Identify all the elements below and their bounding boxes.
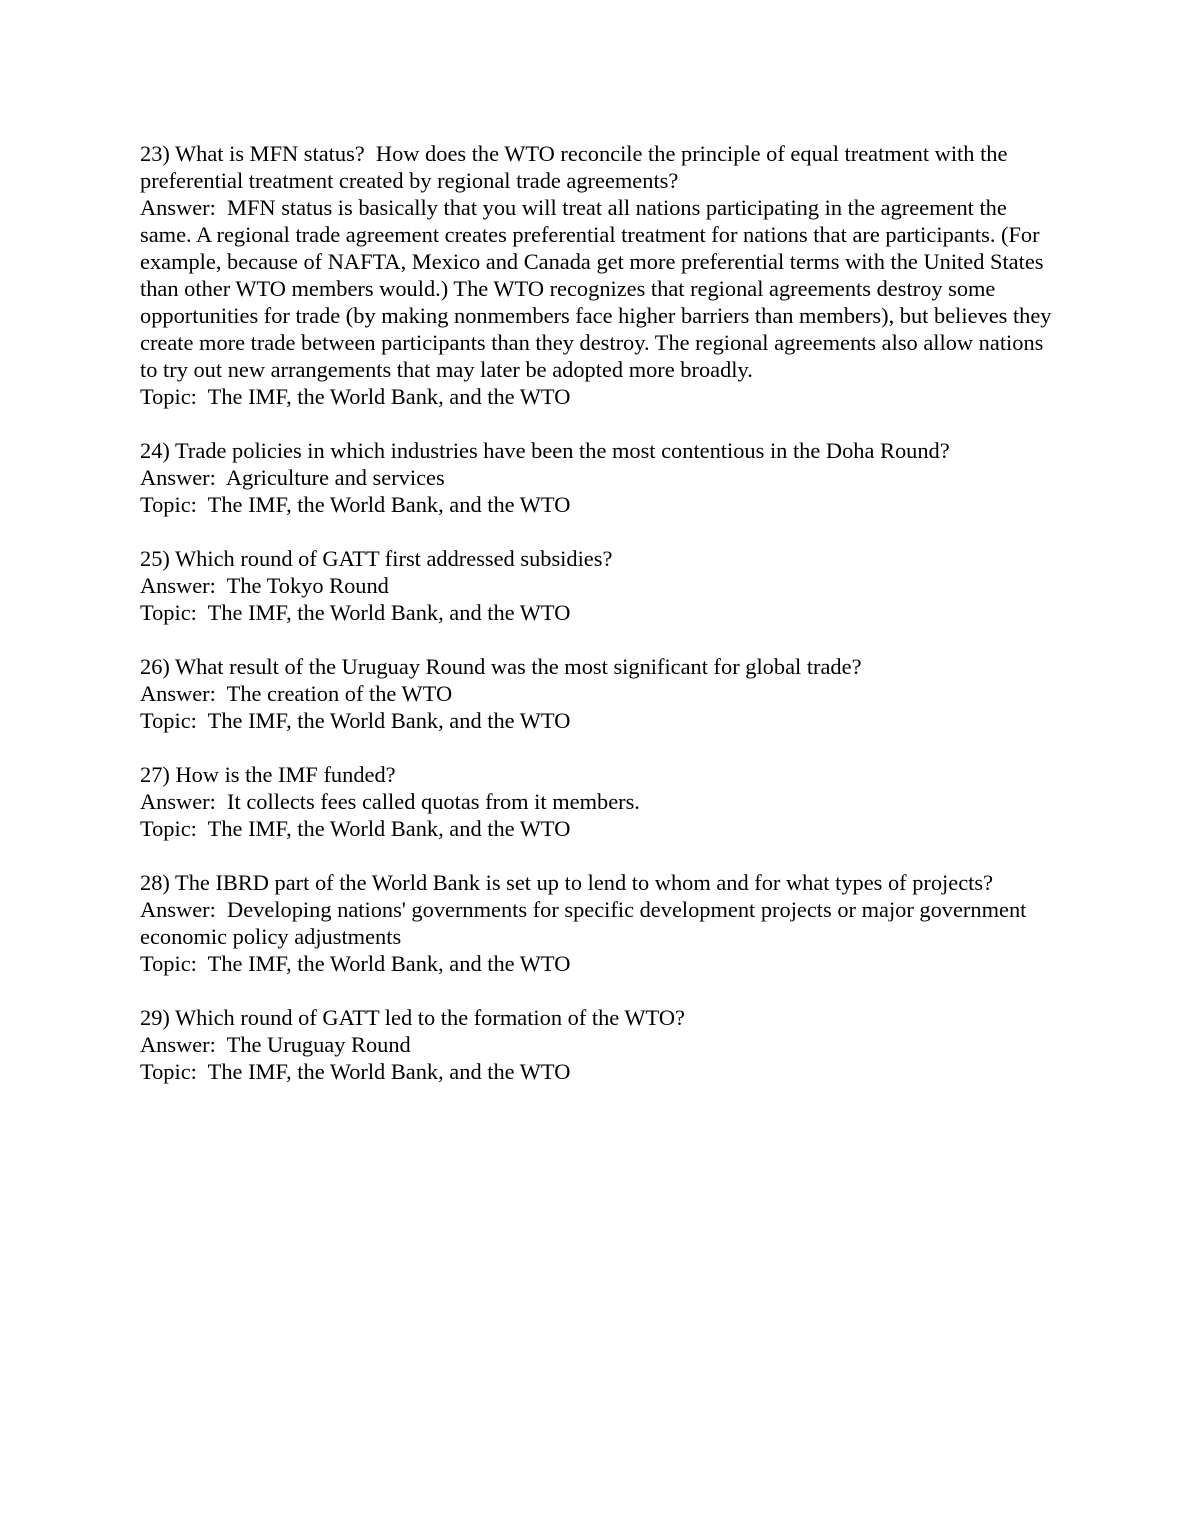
question-text: 29) Which round of GATT led to the formation of the WTO? — [140, 1005, 685, 1030]
question-block-24 — [140, 437, 1060, 518]
question-block-29 — [140, 1004, 1060, 1085]
question-block-28 — [140, 869, 1060, 977]
answer-text: Answer: It collects fees called quotas from it members. — [140, 789, 640, 814]
question-text: 25) Which round of GATT first addressed subsidies? — [140, 546, 613, 571]
question-block-23 — [140, 140, 1060, 410]
topic-text: Topic: The IMF, the World Bank, and the WTO — [140, 600, 571, 625]
question-block-25 — [140, 545, 1060, 626]
answer-text: Answer: The Tokyo Round — [140, 573, 389, 598]
answer-text: Answer: The Uruguay Round — [140, 1032, 411, 1057]
topic-text: Topic: The IMF, the World Bank, and the WTO — [140, 816, 571, 841]
question-text: 26) What result of the Uruguay Round was the most significant for global trade? — [140, 654, 862, 679]
document-page — [140, 140, 1060, 1112]
topic-text: Topic: The IMF, the World Bank, and the WTO — [140, 708, 571, 733]
topic-text: Topic: The IMF, the World Bank, and the WTO — [140, 384, 571, 409]
topic-text: Topic: The IMF, the World Bank, and the WTO — [140, 951, 571, 976]
question-block-27 — [140, 761, 1060, 842]
topic-text: Topic: The IMF, the World Bank, and the WTO — [140, 492, 571, 517]
answer-text: Answer: Developing nations' governments for specific development projects or major government economic policy adjustments — [140, 897, 1032, 949]
answer-text: Answer: Agriculture and services — [140, 465, 445, 490]
topic-text: Topic: The IMF, the World Bank, and the WTO — [140, 1059, 571, 1084]
question-text: 23) What is MFN status? How does the WTO reconcile the principle of equal treatment with the preferential treatment created by regional trade agreements? — [140, 141, 1014, 193]
answer-text: Answer: The creation of the WTO — [140, 681, 453, 706]
question-text: 28) The IBRD part of the World Bank is set up to lend to whom and for what types of projects? — [140, 870, 994, 895]
question-text: 27) How is the IMF funded? — [140, 762, 396, 787]
question-block-26 — [140, 653, 1060, 734]
answer-text: Answer: MFN status is basically that you will treat all nations participating in the agreement the same. A regional trade agreement creates preferential treatment for nations that are participants. (For example, because of NAFTA, Mexico and Canada get more preferential terms with the United States than other WTO members would.) The WTO recognizes that regional agreements destroy some opportunities for trade (by making nonmembers face higher barriers than members), but believes they create more trade between participants than they destroy. The regional agreements also allow nations to try out new arrangements that may later be adopted more broadly. — [140, 195, 1058, 382]
question-text: 24) Trade policies in which industries have been the most contentious in the Doha Round? — [140, 438, 950, 463]
